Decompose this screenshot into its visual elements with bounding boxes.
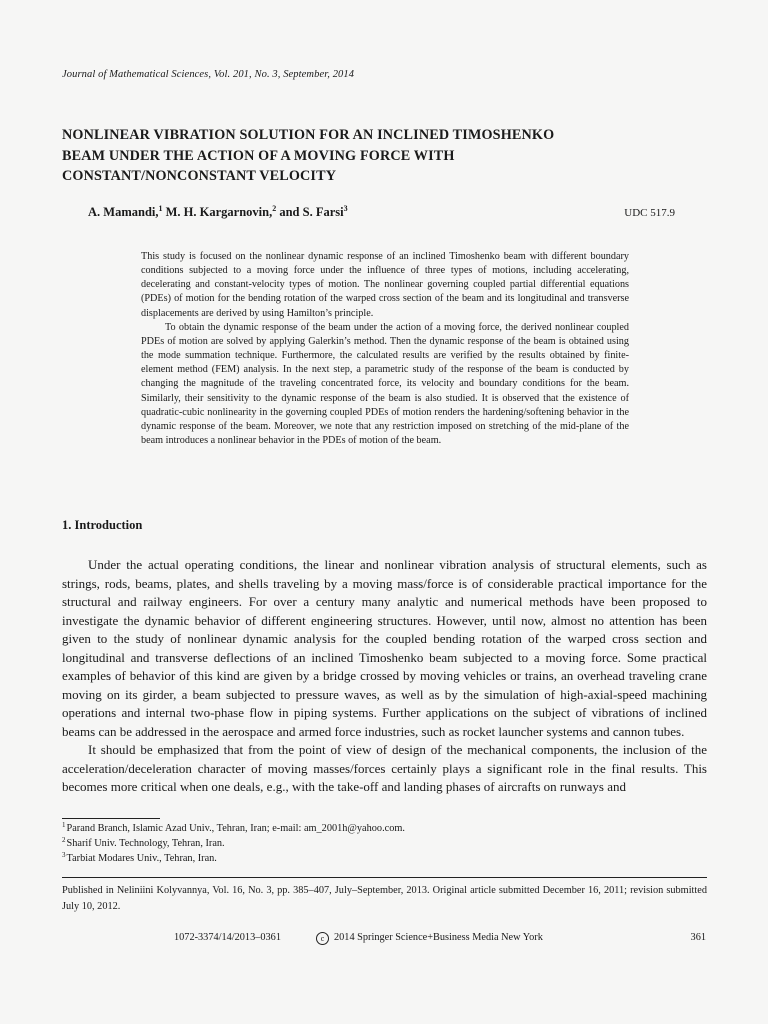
footnote-divider xyxy=(62,818,160,819)
footnote-text: Parand Branch, Islamic Azad Univ., Tehran, Iran; e-mail: am_2001h@yahoo.com. xyxy=(66,823,405,834)
body-paragraph: It should be emphasized that from the point of view of design of the mechanical components, the inclusion of the acceleration/deceleration character of moving masses/forces certainly plays a significant role in the final results. This becomes more critical when one deals, e.g., with the take-off and landing phases of aircrafts on runways and xyxy=(62,742,707,794)
body-paragraph: Under the actual operating conditions, the linear and nonlinear vibration analysis of structural elements, such as strings, rods, beams, plates, and shells traveling by a moving mass/force is of considerable practical importance for the structural and railway engineers. For over a century many analytic and numerical methods have been proposed to investigate the dynamic behavior of different engineering structures. However, until now, almost no attention has been given to the study of nonlinear dynamic analysis for the coupled bending rotation of the warped cross section and longitudinal and transverse deflections of an inclined Timoshenko beam subjected to a moving force. Some practical examples of behavior of this kind are given by a bridge crossed by moving vehicles or trains, an overhead traveling crane moving on its girder, a beam subjected to pressure waves, as well as by the simulation of high-axial-speed machining operations and internal two-phase flow in piping systems. Further applications on the subject of vibrations of inclined beams can be addressed in the aerospace and armed force industries, such as rocket launcher systems and cannon tubes. xyxy=(62,557,707,739)
abstract-paragraph: This study is focused on the nonlinear dynamic response of an inclined Timoshenko beam with different boundary conditions subjected to a moving force under the influence of three types of motions, including accelerating, decelerating and constant-velocity types of motion. The nonlinear governing coupled partial differential equations (PDEs) of motion for the bending rotation of the warped cross section of the beam and its longitudinal and transverse displacements are derived by using Hamilton’s principle. xyxy=(141,251,629,319)
footnote xyxy=(62,836,405,851)
footnote xyxy=(62,821,405,836)
author-affiliation-mark: 3 xyxy=(343,204,348,213)
footnote-number: 1 xyxy=(62,821,66,829)
footnote-number: 3 xyxy=(62,851,66,859)
copyright-text: 2014 Springer Science+Business Media New York xyxy=(334,932,543,943)
footnotes xyxy=(62,821,405,866)
author-list xyxy=(88,205,348,220)
publication-divider xyxy=(62,877,707,878)
title-line: CONSTANT/NONCONSTANT VELOCITY xyxy=(62,168,337,184)
paper-title xyxy=(62,125,682,187)
copyright-icon: c xyxy=(316,932,329,945)
author-name: M. H. Kargarnovin, xyxy=(162,205,273,219)
author-affiliation-mark: 1 xyxy=(158,204,163,213)
author-affiliation-mark: 2 xyxy=(272,204,277,213)
issn-code: 1072-3374/14/2013–0361 xyxy=(174,932,281,943)
footnote-text: Sharif Univ. Technology, Tehran, Iran. xyxy=(66,838,225,849)
abstract-paragraph: To obtain the dynamic response of the beam under the action of a moving force, the derived nonlinear coupled PDEs of motion are solved by applying Galerkin’s method. Then the dynamic response of the beam is obtained using the mode summation technique. Furthermore, the calculated results are verified by the results obtained by finite-element method (FEM) analysis. In the next step, a parametric study of the response of the beam is conducted by changing the magnitude of the traveling concentrated force, its velocity and boundary conditions for the beam. Similarly, their sensitivity to the dynamic response of the beam is also studied. It is observed that the existence of quadratic-cubic nonlinearity in the governing coupled PDEs of motion renders the hardening/softening behavior in the dynamic response of the beam. Moreover, we note that any restriction imposed on stretching of the mid-plane of the beam introduces a nonlinear behavior in the PDEs of motion of the beam. xyxy=(141,321,629,447)
body-text xyxy=(62,556,707,797)
abstract xyxy=(141,250,629,448)
udc-code: UDC 517.9 xyxy=(624,207,675,219)
journal-header: Journal of Mathematical Sciences, Vol. 201, No. 3, September, 2014 xyxy=(62,69,355,80)
author-name: A. Mamandi, xyxy=(88,205,159,219)
page-number: 361 xyxy=(690,932,706,943)
publication-note: Published in Neliniini Kolyvannya, Vol. 16, No. 3, pp. 385–407, July–September, 2013. Original article submitted December 16, 2011; revision submitted July 10, 2012. xyxy=(62,885,707,912)
copyright-line xyxy=(316,932,543,945)
footnote xyxy=(62,851,405,866)
author-name: and S. Farsi xyxy=(276,205,344,219)
footnote-text: Tarbiat Modares Univ., Tehran, Iran. xyxy=(66,853,217,864)
footnote-number: 2 xyxy=(62,836,66,844)
title-line: NONLINEAR VIBRATION SOLUTION FOR AN INCLINED TIMOSHENKO xyxy=(62,127,555,143)
section-heading: 1. Introduction xyxy=(62,518,143,532)
title-line: BEAM UNDER THE ACTION OF A MOVING FORCE WITH xyxy=(62,147,455,164)
